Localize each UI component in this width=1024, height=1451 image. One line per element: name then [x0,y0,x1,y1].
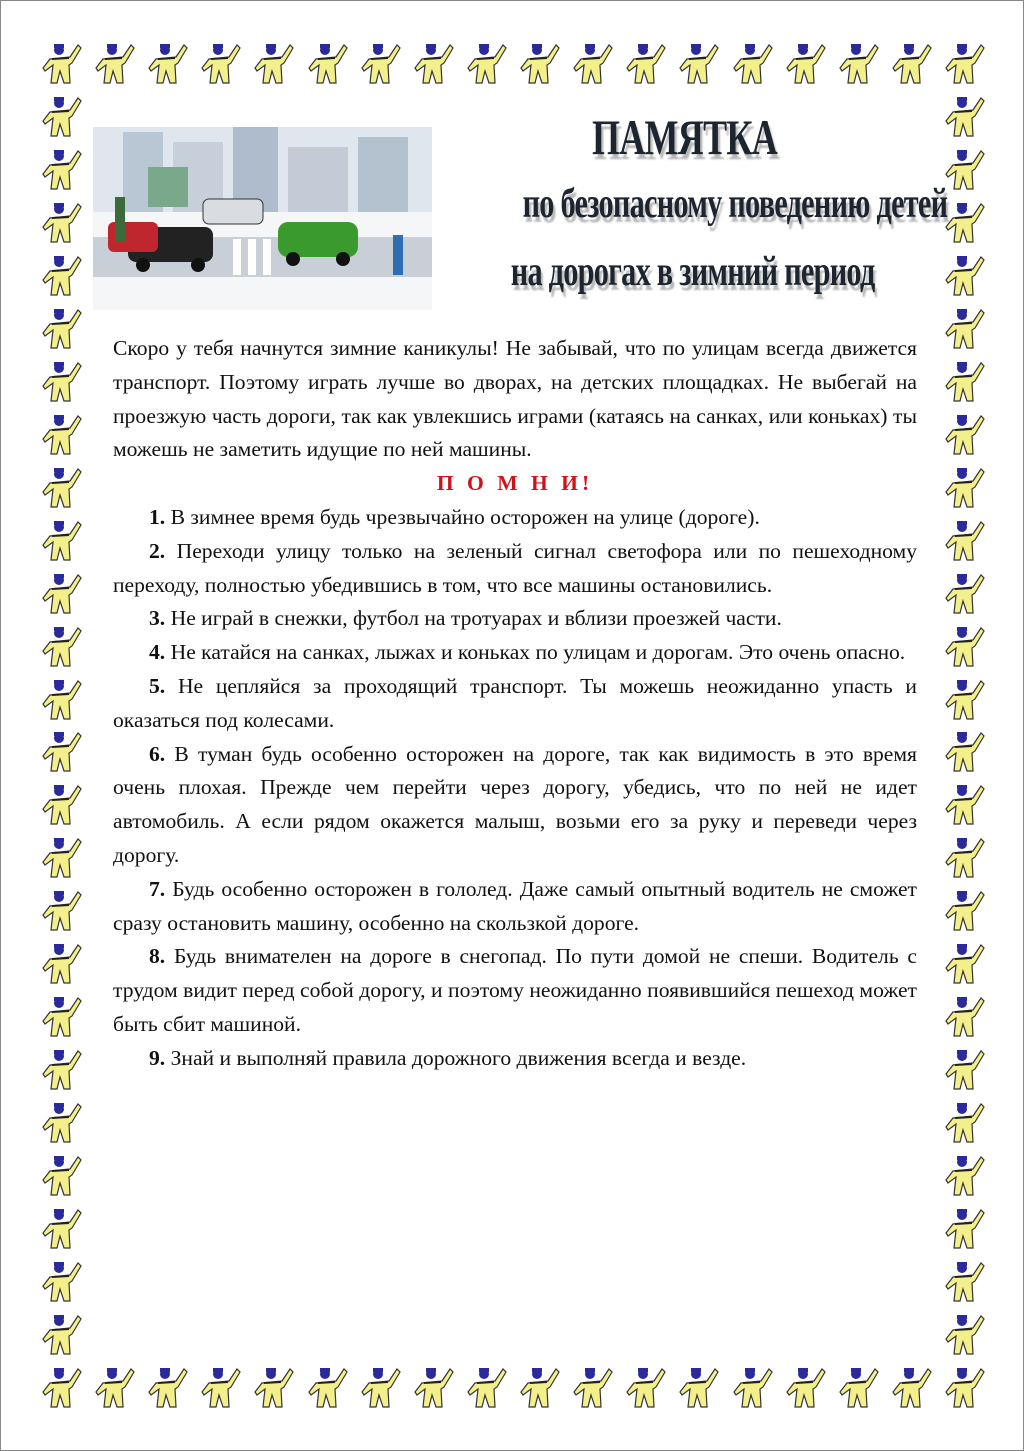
traffic-officer-icon [945,147,985,193]
title-heading: ПАМЯТКА [592,109,778,165]
traffic-officer-icon [201,41,241,87]
traffic-officer-icon [945,518,985,564]
rule-number: 7. [149,876,166,901]
traffic-officer-icon [467,41,507,87]
rule-text: Не играй в снежки, футбол на тротуарах и вблизи проезжей части. [165,606,782,631]
traffic-officer-icon [945,200,985,246]
traffic-officer-icon [945,994,985,1040]
traffic-officer-icon [945,677,985,723]
intro-paragraph: Скоро у тебя начнутся зимние каникулы! Не забывай, что по улицам всегда движется транспорт. Поэтому играть лучше во дворах, на детских площадках. Не выбегай на проезжую часть дороги, так как увлекшись играми (катаясь на санках, или коньках) ты можешь не заметить идущие по ней машины. [113,336,917,462]
traffic-officer-icon [945,94,985,140]
rule-item [113,940,917,1041]
rule-number: 8. [149,944,166,969]
traffic-officer-icon [945,729,985,775]
rule-item [113,501,917,535]
traffic-officer-icon [254,1365,294,1411]
traffic-officer-icon [892,41,932,87]
rule-text: В туман будь особенно осторожен на дороге, так как видимость в это время очень плохая. Прежде чем перейти через дорогу, убедись, что по ней не идет автомобиль. А если рядом окажется малыш, возьми его за руку и переведи через дорогу. [113,741,917,867]
traffic-officer-icon [42,200,82,246]
traffic-officer-icon [254,41,294,87]
traffic-officer-icon [839,41,879,87]
traffic-officer-icon [414,1365,454,1411]
traffic-officer-icon [148,1365,188,1411]
rule-number: 2. [149,538,166,563]
rule-text: Не цепляйся за проходящий транспорт. Ты можешь неожиданно упасть и оказаться под колесами. [113,673,917,732]
traffic-officer-icon [308,1365,348,1411]
traffic-officer-icon [945,253,985,299]
rule-text: Переходи улицу только на зеленый сигнал светофора или по пешеходному переходу, полностью убедившись в том, что все машины остановились. [113,538,917,597]
rule-number: 6. [149,741,166,766]
traffic-officer-icon [679,41,719,87]
traffic-officer-icon [945,1047,985,1093]
traffic-officer-icon [945,624,985,670]
traffic-officer-icon [945,835,985,881]
rule-number: 3. [149,606,166,631]
rule-item [113,602,917,636]
rule-item [113,670,917,738]
traffic-officer-icon [42,624,82,670]
traffic-officer-icon [945,306,985,352]
traffic-officer-icon [42,1047,82,1093]
traffic-officer-icon [945,941,985,987]
traffic-officer-icon [148,41,188,87]
rule-number: 9. [149,1045,166,1070]
traffic-officer-icon [42,729,82,775]
rule-number: 4. [149,640,166,665]
traffic-officer-icon [42,306,82,352]
traffic-officer-icon [520,1365,560,1411]
traffic-officer-icon [945,1259,985,1305]
rule-number: 1. [149,504,166,529]
traffic-officer-icon [42,782,82,828]
traffic-officer-icon [892,1365,932,1411]
traffic-officer-icon [42,941,82,987]
traffic-officer-icon [42,994,82,1040]
traffic-officer-icon [42,1153,82,1199]
traffic-officer-icon [945,465,985,511]
traffic-officer-icon [467,1365,507,1411]
traffic-officer-icon [945,1100,985,1146]
traffic-officer-icon [42,1100,82,1146]
traffic-officer-icon [733,1365,773,1411]
traffic-officer-icon [42,677,82,723]
traffic-officer-icon [42,41,82,87]
traffic-officer-icon [573,1365,613,1411]
traffic-officer-icon [361,1365,401,1411]
traffic-officer-icon [945,888,985,934]
traffic-officer-icon [945,1206,985,1252]
rule-item [113,535,917,603]
traffic-officer-icon [42,518,82,564]
rule-number: 5. [149,673,166,698]
traffic-officer-icon [42,412,82,458]
rule-text: В зимнее время будь чрезвычайно осторожен на улице (дороге). [165,504,760,529]
traffic-officer-icon [42,1365,82,1411]
traffic-officer-icon [626,41,666,87]
traffic-officer-icon [95,41,135,87]
traffic-officer-icon [573,41,613,87]
rule-text: Будь особенно осторожен в гололед. Даже самый опытный водитель не сможет сразу остановить машину, особенно на скользкой дороге. [113,876,917,935]
traffic-officer-icon [42,359,82,405]
rule-text: Не катайся на санках, лыжах и коньках по улицам и дорогам. Это очень опасно. [165,640,906,665]
remember-heading: П О М Н И! [436,471,594,496]
rule-text: Будь внимателен на дороге в снегопад. По пути домой не спеши. Водитель с трудом видит перед собой дорогу, и поэтому неожиданно появившийся пешеход может быть сбит машиной. [113,944,917,1036]
traffic-officer-icon [945,41,985,87]
traffic-officer-icon [945,782,985,828]
rule-item [113,1042,917,1076]
traffic-officer-icon [945,1153,985,1199]
traffic-officer-icon [42,1259,82,1305]
traffic-officer-icon [42,571,82,617]
traffic-officer-icon [945,412,985,458]
traffic-officer-icon [945,571,985,617]
traffic-officer-icon [42,94,82,140]
title-subheading-1: по безопасному поведению детей [522,181,948,227]
traffic-officer-icon [414,41,454,87]
title-subheading-2: на дорогах в зимний период [510,249,875,295]
traffic-officer-icon [42,147,82,193]
traffic-officer-icon [42,835,82,881]
winter-street-illustration [93,127,432,310]
rule-item [113,738,917,873]
traffic-officer-icon [201,1365,241,1411]
traffic-officer-icon [839,1365,879,1411]
traffic-officer-icon [42,465,82,511]
traffic-officer-icon [679,1365,719,1411]
traffic-officer-icon [945,359,985,405]
rule-item [113,636,917,670]
traffic-officer-icon [42,888,82,934]
rule-item [113,873,917,941]
traffic-officer-icon [520,41,560,87]
traffic-officer-icon [786,41,826,87]
traffic-officer-icon [626,1365,666,1411]
traffic-officer-icon [42,1206,82,1252]
traffic-officer-icon [95,1365,135,1411]
traffic-officer-icon [786,1365,826,1411]
memo-body [113,332,917,1076]
traffic-officer-icon [361,41,401,87]
rules-list [113,501,917,1076]
traffic-officer-icon [945,1312,985,1358]
traffic-officer-icon [733,41,773,87]
traffic-officer-icon [945,1365,985,1411]
rule-text: Знай и выполняй правила дорожного движения всегда и везде. [165,1045,747,1070]
traffic-officer-icon [308,41,348,87]
traffic-officer-icon [42,1312,82,1358]
traffic-officer-icon [42,253,82,299]
